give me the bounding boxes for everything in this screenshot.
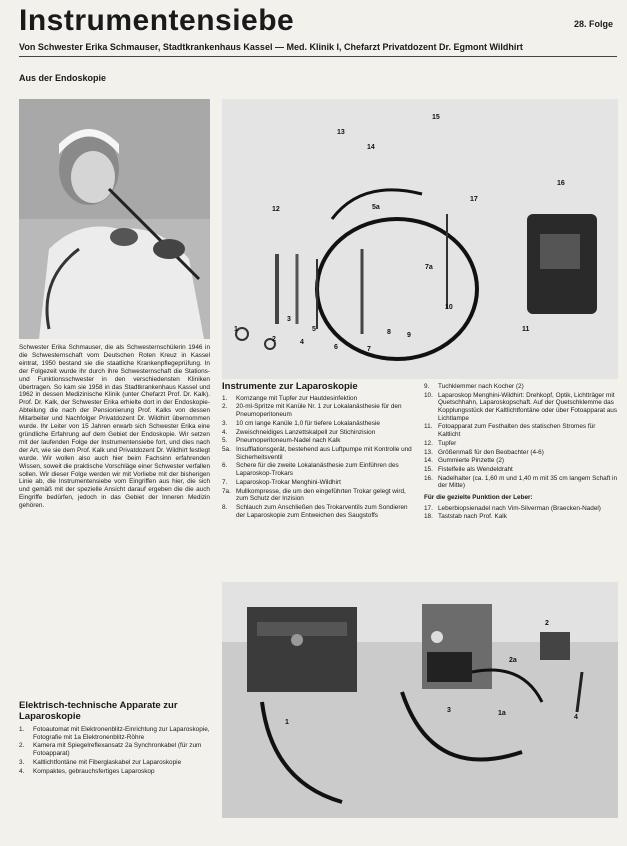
item-text: Laparoskop Menghini-Wildhirt: Drehkopf, Optik, Lichtträger mit Quetschhahn, Laparoskopschaft. Auf der Quetschklemme das Kopplungsstück der Kaltlichtfontäne oder über Fotoapparat aus Lichtlampe — [438, 391, 618, 422]
photo1-number: 6 — [334, 344, 338, 351]
item-number: 7a. — [222, 487, 231, 495]
elektro-list — [19, 700, 210, 776]
item-text: Taststab nach Prof. Kalk — [438, 513, 507, 521]
photo1-number: 9 — [407, 332, 411, 339]
instruments-photo — [222, 99, 618, 379]
item-text: Nadelhalter (ca. 1,60 m und 1,40 m mit 35 cm langem Schaft in der Mitte) — [438, 474, 618, 490]
apparatus-photo — [222, 582, 618, 818]
series-number: 28. Folge — [573, 19, 613, 29]
photo1-number: 7a — [425, 264, 433, 271]
photo1-number: 11 — [522, 326, 530, 333]
item-number: 14. — [424, 457, 433, 465]
item-number: 5a. — [222, 446, 231, 454]
photo1-number: 13 — [337, 129, 345, 136]
photo1-number: 10 — [445, 304, 453, 311]
item-text: Schere für die zweite Lokalanästhesie zum Einführen des Laparoskop-Trokars — [236, 462, 399, 478]
item-text: Tuchklemmer nach Kocher (2) — [438, 383, 524, 390]
photo1-number: 7 — [367, 346, 371, 353]
item-text: Kamera mit Spiegelreflexansatz 2a Synchronkabel (für zum Fotoapparat) — [33, 742, 202, 757]
photo2-number: 2a — [509, 657, 517, 664]
leber-heading: Für die gezielte Punktion der Leber: — [424, 494, 533, 502]
photo1-number: 4 — [300, 339, 304, 346]
item-text: Gummierte Pinzette (2) — [438, 457, 505, 465]
item-text: Fotoapparat zum Festhalten des statischen Stromes für Kaltlicht — [438, 423, 596, 438]
photo1-number: 12 — [272, 206, 280, 213]
portrait-caption — [19, 344, 210, 510]
page-title: Instrumentensiebe — [19, 4, 295, 37]
item-number: 8. — [222, 504, 228, 511]
item-text: Kornzange mit Tupfer zur Hautdesinfektion — [236, 394, 358, 402]
photo1-number: 14 — [367, 144, 375, 151]
photo2-number: 1a — [498, 710, 506, 717]
item-number: 7. — [222, 478, 228, 486]
item-number: 9. — [424, 383, 430, 390]
photo2-number: 3 — [447, 707, 451, 714]
item-number: 5. — [222, 437, 228, 445]
item-text: Zweischneidiges Lanzettskalpell zur Stichinzision — [236, 428, 376, 436]
item-number: 17. — [424, 504, 433, 512]
item-text: Tupfer — [438, 439, 457, 447]
photo1-number: 5 — [312, 326, 316, 333]
byline: Von Schwester Erika Schmauser, Stadtkrankenhaus Kassel — Med. Klinik I, Chefarzt Privatdozent Dr. Egmont Wildhirt — [19, 42, 523, 52]
item-text: Pneumoperitoneum-Nadel nach Kalk — [236, 437, 341, 445]
photo1-number: 2 — [272, 336, 276, 343]
item-number: 2. — [19, 742, 25, 750]
item-text: Fistelfeile als Wendeldraht — [438, 466, 513, 474]
item-text: Laparoskop-Trokar Menghini-Wildhirt — [236, 478, 341, 486]
item-text: Insufflationsgerät, bestehend aus Luftpumpe mit Kontrolle und Sicherheitsventil — [236, 446, 412, 461]
item-number: 1. — [222, 394, 228, 402]
item-number: 13. — [424, 448, 433, 456]
item-text: Größenmaß für den Beobachter (4-6) — [438, 448, 544, 456]
photo2-number: 2 — [545, 620, 549, 627]
photo1-number: 8 — [387, 329, 391, 336]
item-text: Leberbiopsienadel nach Vim-Silverman (Braecken-Nadel) — [438, 504, 601, 512]
item-number: 1. — [19, 726, 25, 733]
item-text: Kompaktes, gebrauchsfertiges Laparoskop — [33, 767, 155, 775]
item-number: 2. — [222, 403, 228, 411]
item-number: 4. — [222, 428, 228, 436]
photo1-number: 17 — [470, 196, 478, 203]
item-number: 11. — [424, 423, 433, 431]
photo2-number: 4 — [574, 714, 578, 721]
item-number: 3. — [19, 758, 25, 766]
item-text: Fotoautomat mit Elektronenblitz-Einrichtung zur Laparoskopie, Fotografie mit 1a Elektronenblitz-Röhre — [33, 726, 210, 741]
item-text: 20-ml-Spritze mit Kanüle Nr. 1 zur Lokalanästhesie für den Pneumoperitoneum — [236, 403, 402, 418]
portrait-photo — [19, 99, 210, 339]
item-number: 18. — [424, 513, 433, 521]
header-rule — [19, 56, 617, 57]
laparoskopie-list — [222, 383, 416, 520]
caption-text: Schwester Erika Schmauser, die als Schwesternschülerin 1946 in die Schwesternschaft vom Deutschen Roten Kreuz in Kassel eintrat, 1950 bestand sie die staatliche Krankenpflegeprüfung. In der Folgezeit wurde ihr durch ihre Schwesternschaft die Stations- und Funktionsschwester in den verschiedensten Kliniken übertragen. So kam sie 1958 in das Stadtkrankenhaus Kassel und 1962 in dessen Medizinische Klinik (unter Chefarzt Prof. Dr. Kalk). Prof. Dr. Kalk, der Schwester Erika erhielte dort in der Endoskopie-Abteilung die nach der Pensionierung Prof. Kalks von dessen Mitarbeiter und Nachfolger Privatdozent Dr. Wildhirt übernommen wurde. Ihr Leiter von 15 Jahren erwarb sich Schwester Erika eine gründliche Erfahrung auf dem Gebiet der Endoskopie. Wir setzen mit der laufenden Folge der Instrumentensiebe fort, und dies nach der Art, wie sie dem Prof. Kalk und Privatdozent Dr. Wildhirt festlegt wurde. Wir wollen also auch hier beim Fachsinn erfahrenden Wissen, soweit die praktische Vorschläge einer Schwester verfallen sollen. Wir dieser Folge werden wir mit Vorliebe mit der bisherigen Linie ab, die Instrumentensiebe vom Eingriffen aus hier, die sich und gemäß mit der spezielle Ansicht darauf ergeben die die auch Eingriffe bedürfen, jedoch in das Gebiet der Inneren Medizin gehören. — [19, 344, 210, 510]
section-label: Aus der Endoskopie — [19, 73, 107, 83]
item-text: Kaltlichtfontäne mit Fiberglaskabel zur Laparoskopie — [33, 758, 182, 766]
elektro-heading: Elektrisch-technische Apparate zur Laparoskopie — [19, 700, 178, 722]
photo1-number: 1 — [234, 326, 238, 333]
photo1-number: 3 — [287, 316, 291, 323]
photo1-number: 16 — [557, 180, 565, 187]
photo1-number: 5a — [372, 204, 380, 211]
item-number: 15. — [424, 466, 433, 474]
item-number: 3. — [222, 419, 228, 427]
item-number: 4. — [19, 767, 25, 775]
item-text: 10 cm lange Kanüle 1,0 für tiefere Lokalanästhesie — [236, 419, 380, 427]
laparoskopie-heading: Instrumente zur Laparoskopie — [222, 381, 358, 392]
item-number: 6. — [222, 462, 228, 470]
item-number: 10. — [424, 391, 433, 399]
item-text: Schlauch zum Anschließen des Trokarventils zum Sondieren der Laparoskopie zum Entweichen des Saugstoffs — [236, 504, 408, 519]
photo2-number: 1 — [285, 719, 289, 726]
item-text: Mullkompresse, die um den eingeführten Trokar gelegt wird, zum Schutz der Inzision — [236, 487, 406, 503]
item-number: 12. — [424, 439, 433, 447]
item-number: 16. — [424, 474, 433, 482]
photo1-number: 15 — [432, 114, 440, 121]
laparoskopie-list-continued — [424, 383, 618, 522]
